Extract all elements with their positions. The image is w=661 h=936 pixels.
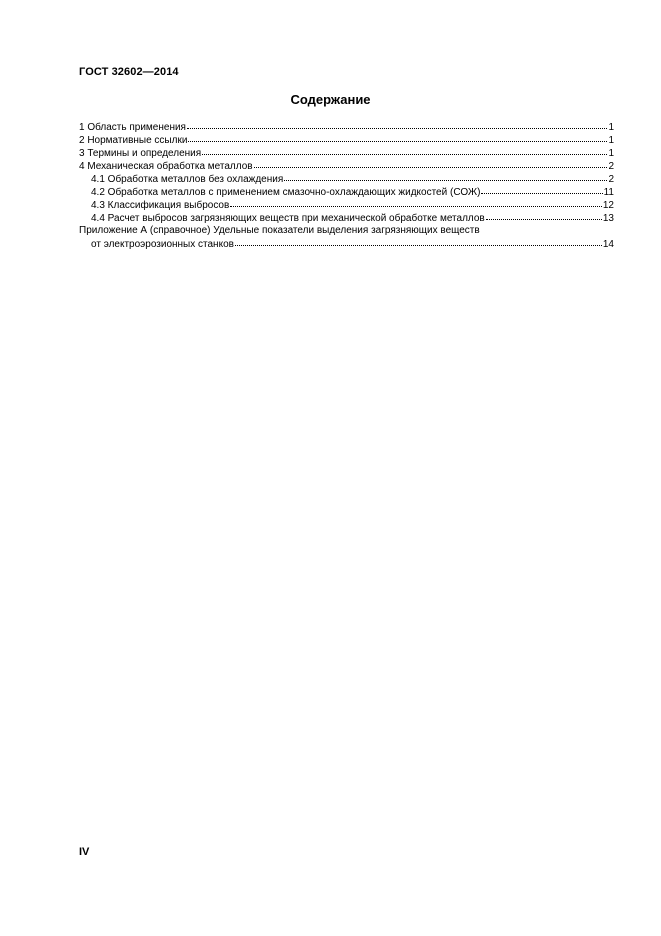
toc-item-3[interactable] — [79, 146, 614, 159]
toc-leader-dots — [481, 185, 602, 195]
toc-item-label: 4.2 Обработка металлов с применением смазочно-охлаждающих жидкостей (СОЖ) — [91, 187, 481, 198]
toc-item-4-3[interactable] — [79, 198, 614, 211]
toc-leader-dots — [254, 159, 608, 169]
toc-item-label: 1 Область применения — [79, 122, 186, 133]
toc-leader-dots — [187, 120, 607, 130]
toc-appendix-label-continued: от электроэрозионных станков — [91, 239, 234, 250]
table-of-contents — [79, 120, 614, 250]
page-number: IV — [79, 846, 90, 858]
toc-leader-dots — [235, 237, 602, 247]
toc-appendix-a-continued[interactable] — [79, 237, 614, 250]
toc-appendix-page: 14 — [602, 239, 614, 250]
toc-item-page: 13 — [602, 213, 614, 224]
toc-item-label: 4.1 Обработка металлов без охлаждения — [91, 174, 284, 185]
toc-item-label: 4 Механическая обработка металлов — [79, 161, 253, 172]
toc-item-page: 11 — [603, 187, 614, 198]
toc-item-label: 2 Нормативные ссылки — [79, 135, 188, 146]
document-header: ГОСТ 32602—2014 — [79, 66, 179, 78]
toc-appendix-a[interactable] — [79, 224, 614, 237]
toc-item-page: 1 — [608, 135, 614, 146]
toc-item-page: 2 — [608, 161, 614, 172]
toc-leader-dots — [202, 146, 607, 156]
toc-item-label: 3 Термины и определения — [79, 148, 202, 159]
toc-leader-dots — [188, 133, 607, 143]
toc-item-4-1[interactable] — [79, 172, 614, 185]
toc-item-label: 4.4 Расчет выбросов загрязняющих веществ при механической обработке металлов — [91, 213, 485, 224]
toc-item-page: 1 — [608, 122, 614, 133]
toc-item-4-4[interactable] — [79, 211, 614, 224]
toc-leader-dots — [486, 211, 602, 221]
toc-item-page: 1 — [608, 148, 614, 159]
toc-item-page: 2 — [608, 174, 614, 185]
toc-appendix-label: Приложение А (справочное) Удельные показатели выделения загрязняющих веществ — [79, 225, 480, 236]
toc-item-2[interactable] — [79, 133, 614, 146]
toc-leader-dots — [230, 198, 602, 208]
toc-item-4-2[interactable] — [79, 185, 614, 198]
toc-item-1[interactable] — [79, 120, 614, 133]
page-title: Содержание — [290, 92, 371, 107]
toc-item-page: 12 — [602, 200, 614, 211]
toc-leader-dots — [284, 172, 607, 182]
toc-item-label: 4.3 Классификация выбросов — [91, 200, 230, 211]
toc-item-4[interactable] — [79, 159, 614, 172]
